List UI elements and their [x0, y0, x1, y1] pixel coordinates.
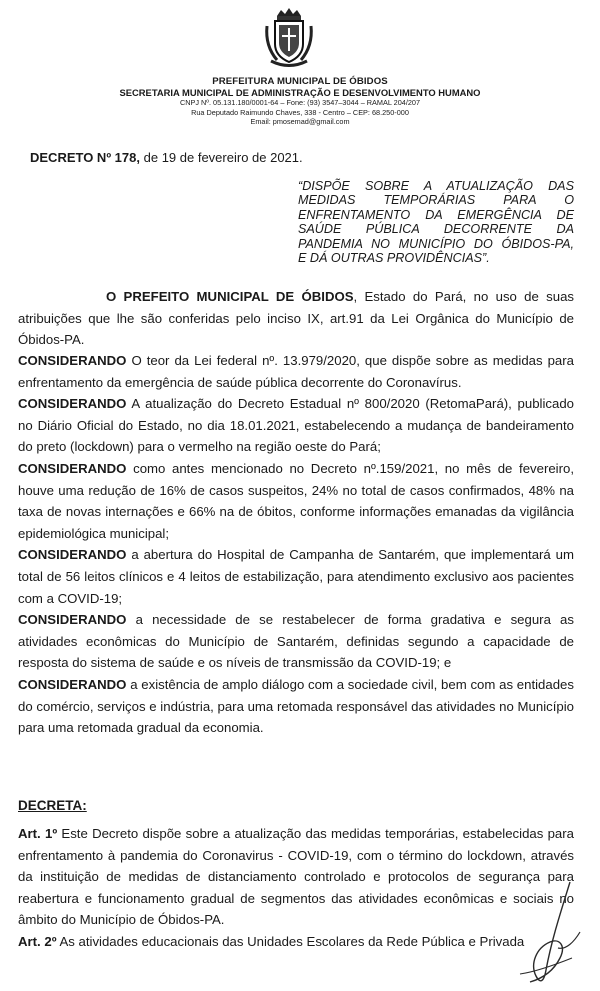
letterhead [0, 76, 600, 127]
considerando-text: O teor da Lei federal nº. 13.979/2020, que dispõe sobre as medidas para enfrentamento da emergência de saúde pública decorrente do Coronavírus. [18, 353, 574, 390]
article-paragraph [18, 823, 574, 931]
considerando-paragraph [18, 609, 574, 674]
letterhead-org: PREFEITURA MUNICIPAL DE ÓBIDOS [212, 76, 388, 87]
preamble [18, 286, 574, 351]
article-paragraph [18, 931, 574, 953]
article-label: Art. 2º [18, 933, 57, 949]
considerando-keyword: CONSIDERANDO [18, 676, 127, 692]
decreta-heading: DECRETA: [18, 798, 87, 813]
decree-date: de 19 de fevereiro de 2021. [143, 150, 303, 165]
article-text: Este Decreto dispõe sobre a atualização das medidas temporárias, estabelecidas para enfrentamento à pandemia do Coronavirus - COVID-19, com o término do lockdown, através da instituição de medidas de distanciamento controlado e protocolos de segurança para reabertura e funcionamento gradual de segmentos das atividades econômicas e sociais no âmbito do Município de Óbidos-PA. [18, 826, 574, 928]
letterhead-cnpj: CNPJ Nº. 05.131.180/0001-64 – Fone: (93) 3547–3044 – RAMAL 204/207 [179, 98, 421, 107]
considerando-keyword: CONSIDERANDO [18, 612, 127, 628]
considerando-paragraph [18, 350, 574, 393]
preamble-lead: O PREFEITO MUNICIPAL DE ÓBIDOS [106, 289, 354, 304]
considerando-keyword: CONSIDERANDO [18, 460, 127, 476]
letterhead-secretariat: SECRETARIA MUNICIPAL DE ADMINISTRAÇÃO E DESENVOLVIMENTO HUMANO [119, 87, 481, 98]
considerando-text: como antes mencionado no Decreto nº.159/2021, no mês de fevereiro, houve uma redução de 16% de casos suspeitos, 24% no total de casos confirmados, 48% na taxa de novas internações e 66% na de óbitos, conforme informações emanadas da vigilância epidemiológica municipal; [18, 460, 574, 541]
considerando-keyword: CONSIDERANDO [18, 396, 127, 412]
considerando-text: a abertura do Hospital de Campanha de Santarém, que implementará um total de 56 leitos clínicos e 4 leitos de estabilização, para atendimento exclusivo aos pacientes com a COVID-19; [18, 547, 574, 606]
letterhead-address: Rua Deputado Raimundo Chaves, 338 - Centro – CEP: 68.250-000 [191, 107, 409, 117]
summary-line: ENFRENTAMENTO DA EMERGÊNCIA DE [298, 207, 574, 222]
summary-line: SAÚDE PÚBLICA DECORRENTE DA [298, 222, 574, 237]
considerando-paragraph [18, 674, 574, 739]
summary-line: E DÁ OUTRAS PROVIDÊNCIAS”. [298, 251, 490, 266]
considerando-paragraph [18, 458, 574, 544]
article-label: Art. 1º [18, 826, 58, 841]
considerando-keyword: CONSIDERANDO [18, 547, 127, 563]
considerando-keyword: CONSIDERANDO [18, 353, 127, 368]
considerando-paragraph [18, 393, 574, 458]
decree-number: DECRETO Nº 178, [30, 150, 140, 165]
summary-line: PANDEMIA NO MUNICÍPIO DO ÓBIDOS-PA, [298, 236, 574, 251]
article-text: As atividades educacionais das Unidades Escolares da Rede Pública e Privada [56, 933, 525, 949]
preamble-text: , Estado do Pará, no uso de suas atribuições que lhe são conferidas pelo inciso IX, art.91 da Lei Orgânica do Município de Óbidos-PA. [18, 289, 574, 348]
summary-line: “DISPÕE SOBRE A ATUALIZAÇÃO DAS [298, 179, 574, 193]
considerandos [18, 350, 574, 739]
considerando-paragraph [18, 544, 574, 609]
decree-summary [298, 179, 574, 265]
considerando-text: a existência de amplo diálogo com a sociedade civil, bem com as entidades do comércio, serviços e indústria, para uma retomada responsável das atividades no Município para uma retomada gradual da economia. [18, 676, 574, 736]
letterhead-email: Email: pmosemad@gmail.com [250, 117, 350, 127]
considerando-text: a necessidade de se restabelecer de forma gradativa e segura as atividades econômicas do Município de Santarém, definidas segundo a capacidade de resposta do sistema de saúde e os níveis de transmissão da COVID-19; e [18, 612, 574, 671]
decree-title [30, 150, 303, 165]
summary-line: MEDIDAS TEMPORÁRIAS PARA O [298, 193, 574, 208]
articles [18, 823, 574, 953]
handwritten-signature-icon [500, 878, 590, 988]
municipal-crest-icon [263, 6, 315, 70]
considerando-text: A atualização do Decreto Estadual nº 800/2020 (RetomaPará), publicado no Diário Oficial do Estado, no dia 18.01.2021, estabelecendo a mudança de bandeiramento do preto (lockdown) para o vermelho na região oeste do Pará; [18, 396, 574, 455]
